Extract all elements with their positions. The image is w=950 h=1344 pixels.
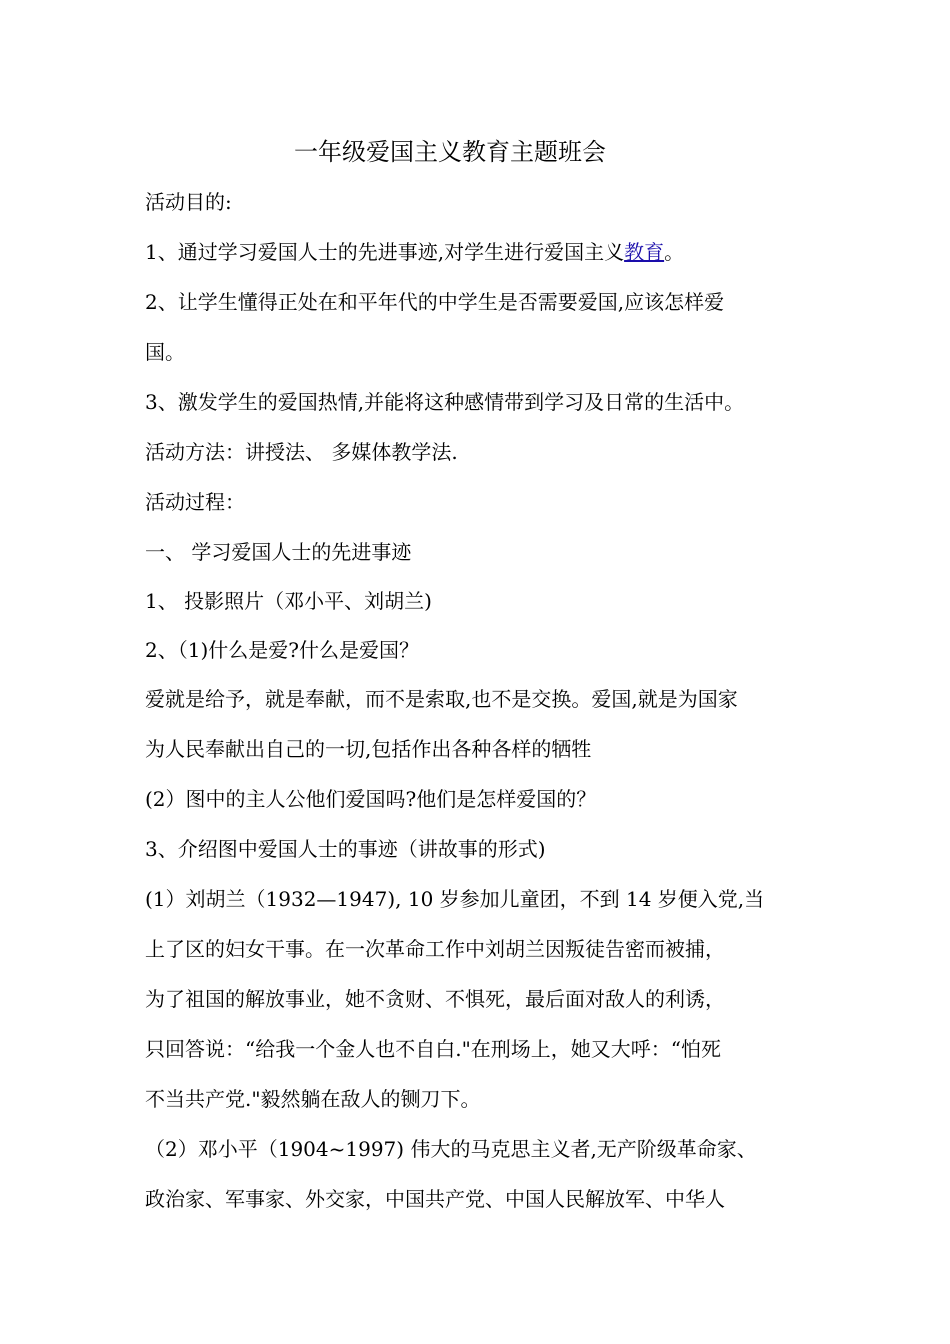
liu-hulan-line-3: 为了祖国的解放事业，她不贪财、不惧死，最后面对敌人的利诱， xyxy=(145,987,725,1011)
liu-hulan-line-4: 只回答说：“给我一个金人也不自白."在刑场上，她又大呼：“怕死 xyxy=(145,1037,722,1061)
goal-3: 3、激发学生的爱国热情,并能将这种感情带到学习及日常的生活中。 xyxy=(145,390,745,414)
document-title: 一年级爱国主义教育主题班会 xyxy=(294,138,606,166)
deng-xiaoping-line-2: 政治家、军事家、外交家，中国共产党、中国人民解放军、中华人 xyxy=(145,1187,725,1211)
activity-method: 活动方法：讲授法、 多媒体教学法. xyxy=(145,440,458,464)
deng-xiaoping-line-1: （2）邓小平（1904~1997) 伟大的马克思主义者,无产阶级革命家、 xyxy=(145,1137,757,1161)
goal-2-line-1: 2、让学生懂得正处在和平年代的中学生是否需要爱国,应该怎样爱 xyxy=(145,290,725,314)
question-2: (2）图中的主人公他们爱国吗?他们是怎样爱国的？ xyxy=(145,787,597,811)
goal-1 xyxy=(145,232,813,282)
goal-1-text: 1、通过学习爱国人士的先进事迹,对学生进行爱国主义 xyxy=(145,240,625,264)
document-body xyxy=(145,182,813,1229)
goal-1-suffix: 。 xyxy=(664,240,685,264)
goal-2-line-2: 国。 xyxy=(145,340,185,364)
purpose-heading: 活动目的: xyxy=(145,190,232,214)
liu-hulan-line-5: 不当共产党."毅然躺在敌人的铡刀下。 xyxy=(145,1087,481,1111)
love-definition-line-2: 为人民奉献出自己的一切,包括作出各种各样的牺牲 xyxy=(145,737,592,761)
liu-hulan-line-1: (1）刘胡兰（1932—1947), 10 岁参加儿童团，不到 14 岁便入党,当 xyxy=(145,887,765,911)
process-heading: 活动过程： xyxy=(145,490,245,514)
section-1-heading: 一、 学习爱国人士的先进事迹 xyxy=(145,540,412,564)
love-definition-line-1: 爱就是给予，就是奉献，而不是索取,也不是交换。爱国,就是为国家 xyxy=(145,687,738,711)
education-link[interactable]: 教育 xyxy=(624,240,665,264)
liu-hulan-line-2: 上了区的妇女干事。在一次革命工作中刘胡兰因叛徒告密而被捕， xyxy=(145,937,725,961)
step-2: 2、（1)什么是爱?什么是爱国？ xyxy=(145,638,419,662)
step-3: 3、介绍图中爱国人士的事迹（讲故事的形式) xyxy=(145,837,546,861)
step-1: 1、 投影照片（邓小平、刘胡兰) xyxy=(145,589,432,613)
